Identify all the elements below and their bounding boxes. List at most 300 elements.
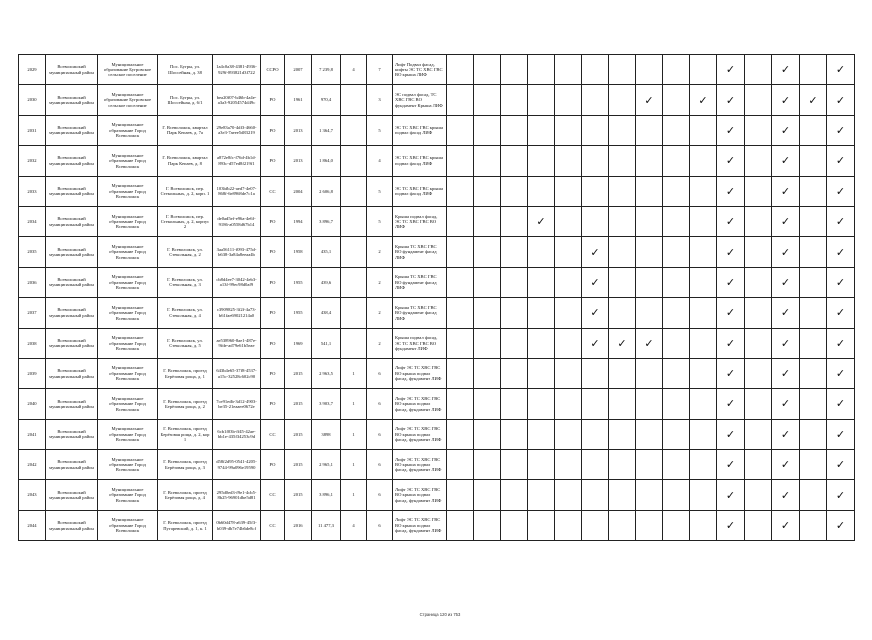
- checkmark-icon: ✓: [780, 184, 791, 198]
- table-row: [19, 389, 855, 419]
- municipal-district-cell: Всеволожский муниципальный район: [46, 206, 98, 236]
- works-list-cell: Лифт Подвал фасад, кифты ЭС ТС ХВС ГВС ВО крыша ЛИФ: [393, 55, 447, 85]
- work-flag-cell: [609, 55, 636, 85]
- work-flag-cell: [800, 480, 827, 510]
- build-year-cell: 2013: [285, 115, 312, 145]
- work-flag-cell: [800, 510, 827, 540]
- address-cell: Г. Всеволожск, проезд Пугаревский, д. 1, к. 1: [158, 510, 213, 540]
- checkmark-icon: ✓: [780, 275, 791, 289]
- works-list-cell: Лифт ЭС ТС ХВС ГВС ВО крыша подвал фасад, фундамент ЛИФ: [393, 450, 447, 480]
- work-flag-cell: [800, 85, 827, 115]
- work-flag-cell: [827, 176, 855, 206]
- checkmark-icon: ✓: [725, 458, 736, 472]
- work-flag-cell: [555, 55, 582, 85]
- total-area-cell: 438,4: [312, 298, 341, 328]
- work-flag-cell: [772, 85, 800, 115]
- works-list-cell: Крыша подвал фасад, ЭС ТС ХВС ГВС ВО фундамент ЛИФ: [393, 328, 447, 358]
- checkmark-icon: ✓: [780, 306, 791, 320]
- checkmark-icon: ✓: [617, 336, 627, 350]
- house-guid-cell: 7ce91edb-3d12-4903-be35-21eaaee0672e: [213, 389, 261, 419]
- management-type-cell: РО: [261, 206, 285, 236]
- work-flag-cell: [555, 115, 582, 145]
- total-area-cell: 435,1: [312, 237, 341, 267]
- checkmark-icon: ✓: [835, 123, 846, 137]
- municipal-district-cell: Всеволожский муниципальный район: [46, 267, 98, 297]
- work-flag-cell: [717, 146, 745, 176]
- management-type-cell: РО: [261, 115, 285, 145]
- total-area-cell: 970,4: [312, 85, 341, 115]
- checkmark-icon: ✓: [725, 154, 736, 168]
- work-flag-cell: [690, 85, 717, 115]
- row-number-cell: 2034: [19, 206, 46, 236]
- work-flag-cell: [474, 328, 501, 358]
- work-flag-cell: [827, 267, 855, 297]
- work-flag-cell: [528, 298, 555, 328]
- checkmark-icon: ✓: [835, 519, 846, 533]
- works-list-cell: Крыша ТС ХВС ГВС ВО фундамент фасад ЛИФ: [393, 267, 447, 297]
- address-cell: Г. Всеволожск, квартал Парк Кепаев, д. 8: [158, 146, 213, 176]
- work-flag-cell: [663, 237, 690, 267]
- works-list-cell: Лифт ЭС ТС ХВС ГВС ВО крыша подвал фасад, фундамент ЛИФ: [393, 389, 447, 419]
- work-flag-cell: [528, 85, 555, 115]
- checkmark-icon: ✓: [725, 215, 736, 229]
- table-row: [19, 419, 855, 449]
- checkmark-icon: ✓: [536, 215, 546, 229]
- checkmark-icon: ✓: [725, 93, 736, 107]
- checkmark-icon: ✓: [780, 458, 791, 472]
- municipal-district-cell: Всеволожский муниципальный район: [46, 237, 98, 267]
- works-list-cell: Лифт ЭС ТС ХВС ГВС ВО крыша подвал фасад, фундамент ЛИФ: [393, 510, 447, 540]
- address-cell: Г. Всеволожск, проезд Берёзовая роща, д. 4: [158, 480, 213, 510]
- work-flag-cell: [636, 85, 663, 115]
- house-guid-cell: 29e83a70-4df3-4660-a3e3-7aeee5d83219: [213, 115, 261, 145]
- checkmark-icon: ✓: [725, 427, 736, 441]
- work-flag-cell: [582, 115, 609, 145]
- work-flag-cell: [609, 328, 636, 358]
- checkmark-icon: ✓: [725, 123, 736, 137]
- row-number-cell: 2041: [19, 419, 46, 449]
- work-flag-cell: [745, 267, 772, 297]
- work-flag-cell: [800, 298, 827, 328]
- checkmark-icon: ✓: [725, 488, 736, 502]
- work-flag-cell: [528, 510, 555, 540]
- work-flag-cell: [772, 358, 800, 388]
- work-flag-cell: [636, 176, 663, 206]
- checkmark-icon: ✓: [835, 63, 846, 77]
- work-flag-cell: [745, 146, 772, 176]
- address-cell: Г. Всеволожск, пер. Стекольных, д. 2, корпус 2: [158, 206, 213, 236]
- work-flag-cell: [447, 267, 474, 297]
- row-number-cell: 2030: [19, 85, 46, 115]
- work-flag-cell: [690, 389, 717, 419]
- work-flag-cell: [447, 358, 474, 388]
- municipality-cell: Муниципальное образование Город Всеволожск: [98, 298, 158, 328]
- work-flag-cell: [827, 55, 855, 85]
- row-number-cell: 2037: [19, 298, 46, 328]
- checkmark-icon: ✓: [725, 275, 736, 289]
- row-number-cell: 2035: [19, 237, 46, 267]
- address-cell: Г. Всеволожск, квартал Парк Кепаев, д. 7а: [158, 115, 213, 145]
- work-flag-cell: [827, 298, 855, 328]
- checkmark-icon: ✓: [780, 367, 791, 381]
- work-flag-cell: [717, 480, 745, 510]
- work-flag-cell: [501, 450, 528, 480]
- work-flag-cell: [827, 510, 855, 540]
- work-flag-cell: [663, 206, 690, 236]
- municipal-district-cell: Всеволожский муниципальный район: [46, 450, 98, 480]
- work-flag-cell: [582, 328, 609, 358]
- table-row: [19, 298, 855, 328]
- work-flag-cell: [690, 358, 717, 388]
- checkmark-icon: ✓: [835, 397, 846, 411]
- row-number-cell: 2040: [19, 389, 46, 419]
- municipal-district-cell: Всеволожский муниципальный район: [46, 480, 98, 510]
- work-flag-cell: [501, 510, 528, 540]
- works-list-cell: Крыша ТС ХВС ГВС ВО фундамент фасад ЛИФ: [393, 298, 447, 328]
- work-flag-cell: [582, 389, 609, 419]
- work-flag-cell: [745, 389, 772, 419]
- entrances-cell: [341, 237, 367, 267]
- table-row: [19, 328, 855, 358]
- checkmark-icon: ✓: [835, 458, 846, 472]
- work-flag-cell: [474, 510, 501, 540]
- management-type-cell: СС: [261, 419, 285, 449]
- work-flag-cell: [827, 85, 855, 115]
- checkmark-icon: ✓: [725, 519, 736, 533]
- table-row: [19, 115, 855, 145]
- build-year-cell: 2016: [285, 510, 312, 540]
- work-flag-cell: [528, 176, 555, 206]
- build-year-cell: 1955: [285, 298, 312, 328]
- work-flag-cell: [690, 115, 717, 145]
- work-flag-cell: [528, 450, 555, 480]
- municipal-district-cell: Всеволожский муниципальный район: [46, 510, 98, 540]
- management-type-cell: ССРО: [261, 55, 285, 85]
- floors-cell: 5: [367, 176, 393, 206]
- checkmark-icon: ✓: [780, 519, 791, 533]
- work-flag-cell: [609, 237, 636, 267]
- work-flag-cell: [555, 146, 582, 176]
- entrances-cell: 4: [341, 55, 367, 85]
- checkmark-icon: ✓: [698, 93, 708, 107]
- municipality-cell: Муниципальное образование Город Всеволожск: [98, 328, 158, 358]
- work-flag-cell: [582, 298, 609, 328]
- entrances-cell: 1: [341, 419, 367, 449]
- work-flag-cell: [609, 85, 636, 115]
- house-guid-cell: c3909825-3f2f-4a73-b61fae69021214a0: [213, 298, 261, 328]
- work-flag-cell: [474, 146, 501, 176]
- work-flag-cell: [745, 176, 772, 206]
- work-flag-cell: [528, 206, 555, 236]
- table-row: [19, 358, 855, 388]
- work-flag-cell: [717, 328, 745, 358]
- works-list-cell: Крыша подвал фасад, ЭС ТС ХВС ГВС ВО ЛИФ: [393, 206, 447, 236]
- work-flag-cell: [636, 480, 663, 510]
- work-flag-cell: [772, 55, 800, 85]
- work-flag-cell: [636, 450, 663, 480]
- row-number-cell: 2033: [19, 176, 46, 206]
- work-flag-cell: [447, 237, 474, 267]
- total-area-cell: 541,1: [312, 328, 341, 358]
- house-guid-cell: a872e8fc-f76d-4b1d-893c-d57ed8f219f1: [213, 146, 261, 176]
- floors-cell: 6: [367, 480, 393, 510]
- work-flag-cell: [827, 450, 855, 480]
- work-flag-cell: [501, 389, 528, 419]
- municipal-district-cell: Всеволожский муниципальный район: [46, 298, 98, 328]
- total-area-cell: 3898: [312, 419, 341, 449]
- checkmark-icon: ✓: [590, 275, 600, 289]
- work-flag-cell: [772, 206, 800, 236]
- table-row: [19, 206, 855, 236]
- checkmark-icon: ✓: [725, 336, 736, 350]
- work-flag-cell: [772, 328, 800, 358]
- work-flag-cell: [501, 328, 528, 358]
- entrances-cell: [341, 328, 367, 358]
- work-flag-cell: [474, 267, 501, 297]
- work-flag-cell: [609, 176, 636, 206]
- checkmark-icon: ✓: [835, 336, 846, 350]
- municipal-district-cell: Всеволожский муниципальный район: [46, 419, 98, 449]
- work-flag-cell: [501, 480, 528, 510]
- work-flag-cell: [636, 206, 663, 236]
- work-flag-cell: [745, 115, 772, 145]
- work-flag-cell: [800, 146, 827, 176]
- work-flag-cell: [663, 115, 690, 145]
- table-row: [19, 267, 855, 297]
- entrances-cell: 1: [341, 450, 367, 480]
- table-row: [19, 176, 855, 206]
- row-number-cell: 2032: [19, 146, 46, 176]
- work-flag-cell: [582, 510, 609, 540]
- municipality-cell: Муниципальное образование Город Всеволожск: [98, 450, 158, 480]
- row-number-cell: 2042: [19, 450, 46, 480]
- work-flag-cell: [827, 146, 855, 176]
- work-flag-cell: [663, 85, 690, 115]
- total-area-cell: 3 903,7: [312, 389, 341, 419]
- work-flag-cell: [663, 358, 690, 388]
- work-flag-cell: [663, 298, 690, 328]
- work-flag-cell: [827, 419, 855, 449]
- work-flag-cell: [474, 176, 501, 206]
- checkmark-icon: ✓: [780, 123, 791, 137]
- work-flag-cell: [582, 206, 609, 236]
- work-flag-cell: [501, 55, 528, 85]
- work-flag-cell: [717, 419, 745, 449]
- work-flag-cell: [555, 85, 582, 115]
- table-row: [19, 237, 855, 267]
- municipality-cell: Муниципальное образование Город Всеволожск: [98, 176, 158, 206]
- checkmark-icon: ✓: [780, 154, 791, 168]
- work-flag-cell: [609, 510, 636, 540]
- checkmark-icon: ✓: [725, 397, 736, 411]
- work-flag-cell: [663, 55, 690, 85]
- municipality-cell: Муниципальное образование Город Всеволожск: [98, 267, 158, 297]
- work-flag-cell: [636, 328, 663, 358]
- work-flag-cell: [717, 206, 745, 236]
- work-flag-cell: [690, 510, 717, 540]
- build-year-cell: 2004: [285, 176, 312, 206]
- floors-cell: 6: [367, 419, 393, 449]
- work-flag-cell: [555, 298, 582, 328]
- work-flag-cell: [800, 55, 827, 85]
- checkmark-icon: ✓: [835, 367, 846, 381]
- work-flag-cell: [501, 115, 528, 145]
- management-type-cell: РО: [261, 328, 285, 358]
- work-flag-cell: [745, 450, 772, 480]
- work-flag-cell: [717, 176, 745, 206]
- address-cell: Пос. Бугры, ул. Шоссейная, д. 38: [158, 55, 213, 85]
- work-flag-cell: [690, 176, 717, 206]
- floors-cell: 2: [367, 328, 393, 358]
- work-flag-cell: [447, 450, 474, 480]
- work-flag-cell: [474, 237, 501, 267]
- work-flag-cell: [663, 450, 690, 480]
- register-table: [18, 54, 855, 541]
- work-flag-cell: [827, 115, 855, 145]
- total-area-cell: 2 963,5: [312, 358, 341, 388]
- municipal-district-cell: Всеволожский муниципальный район: [46, 328, 98, 358]
- floors-cell: 5: [367, 115, 393, 145]
- build-year-cell: 2015: [285, 419, 312, 449]
- work-flag-cell: [555, 419, 582, 449]
- work-flag-cell: [555, 176, 582, 206]
- floors-cell: 4: [367, 146, 393, 176]
- work-flag-cell: [528, 419, 555, 449]
- house-guid-cell: 6cb1f03b-ff45-42ae-bb1e-435f34253c9d: [213, 419, 261, 449]
- checkmark-icon: ✓: [835, 184, 846, 198]
- work-flag-cell: [745, 298, 772, 328]
- work-flag-cell: [528, 389, 555, 419]
- work-flag-cell: [717, 55, 745, 85]
- work-flag-cell: [528, 358, 555, 388]
- floors-cell: 3: [367, 85, 393, 115]
- work-flag-cell: [663, 480, 690, 510]
- address-cell: Г. Всеволожск, проезд Берёзовая роща, д. 2: [158, 389, 213, 419]
- checkmark-icon: ✓: [590, 245, 600, 259]
- work-flag-cell: [745, 85, 772, 115]
- checkmark-icon: ✓: [835, 245, 846, 259]
- address-cell: Г. Всеволожск, пер. Стекольных, д. 2, корп. 1: [158, 176, 213, 206]
- work-flag-cell: [827, 358, 855, 388]
- work-flag-cell: [609, 389, 636, 419]
- work-flag-cell: [474, 206, 501, 236]
- work-flag-cell: [745, 328, 772, 358]
- total-area-cell: 1 864,0: [312, 146, 341, 176]
- management-type-cell: СС: [261, 176, 285, 206]
- table-row: [19, 85, 855, 115]
- municipality-cell: Муниципальное образование Город Всеволожск: [98, 237, 158, 267]
- row-number-cell: 2039: [19, 358, 46, 388]
- work-flag-cell: [717, 510, 745, 540]
- work-flag-cell: [745, 55, 772, 85]
- checkmark-icon: ✓: [780, 336, 791, 350]
- house-guid-cell: bea20f07-b46b-4a4e-a3a3-92054574d49c: [213, 85, 261, 115]
- work-flag-cell: [447, 146, 474, 176]
- build-year-cell: 2007: [285, 55, 312, 85]
- floors-cell: 5: [367, 206, 393, 236]
- work-flag-cell: [800, 267, 827, 297]
- work-flag-cell: [772, 298, 800, 328]
- entrances-cell: [341, 298, 367, 328]
- floors-cell: 2: [367, 237, 393, 267]
- row-number-cell: 2031: [19, 115, 46, 145]
- checkmark-icon: ✓: [780, 397, 791, 411]
- municipal-district-cell: Всеволожский муниципальный район: [46, 55, 98, 85]
- table-row: [19, 146, 855, 176]
- entrances-cell: [341, 115, 367, 145]
- work-flag-cell: [447, 85, 474, 115]
- work-flag-cell: [609, 206, 636, 236]
- checkmark-icon: ✓: [835, 154, 846, 168]
- work-flag-cell: [609, 267, 636, 297]
- work-flag-cell: [827, 206, 855, 236]
- work-flag-cell: [447, 389, 474, 419]
- work-flag-cell: [501, 358, 528, 388]
- work-flag-cell: [717, 389, 745, 419]
- checkmark-icon: ✓: [780, 488, 791, 502]
- work-flag-cell: [501, 176, 528, 206]
- work-flag-cell: [690, 450, 717, 480]
- works-list-cell: ЭС подвал фасад, ТС ХВС ГВС ВО фундамент Крыша ЛИФ: [393, 85, 447, 115]
- management-type-cell: РО: [261, 267, 285, 297]
- house-guid-cell: cb8d4ee7-3042-4eb3-a13f-99ec98d0af9: [213, 267, 261, 297]
- work-flag-cell: [663, 510, 690, 540]
- work-flag-cell: [800, 419, 827, 449]
- entrances-cell: 4: [341, 510, 367, 540]
- work-flag-cell: [800, 389, 827, 419]
- work-flag-cell: [447, 176, 474, 206]
- works-list-cell: Лифт ЭС ТС ХВС ГВС ВО крыша подвал фасад, фундамент ЛИФ: [393, 358, 447, 388]
- work-flag-cell: [772, 267, 800, 297]
- floors-cell: 6: [367, 450, 393, 480]
- work-flag-cell: [474, 389, 501, 419]
- work-flag-cell: [636, 146, 663, 176]
- checkmark-icon: ✓: [780, 245, 791, 259]
- address-cell: Г. Всеволожск, проезд Берёзовая роща, д. 3: [158, 450, 213, 480]
- work-flag-cell: [827, 328, 855, 358]
- checkmark-icon: ✓: [835, 427, 846, 441]
- works-list-cell: ЭС ТС ХВС ГВС крыша подвал фасад ЛИФ: [393, 176, 447, 206]
- checkmark-icon: ✓: [725, 63, 736, 77]
- floors-cell: 2: [367, 267, 393, 297]
- work-flag-cell: [474, 358, 501, 388]
- work-flag-cell: [636, 298, 663, 328]
- work-flag-cell: [772, 480, 800, 510]
- municipality-cell: Муниципальное образование Город Всеволожск: [98, 358, 158, 388]
- row-number-cell: 2036: [19, 267, 46, 297]
- works-list-cell: ЭС ТС ХВС ГВС крыша подвал фасад ЛИФ: [393, 146, 447, 176]
- work-flag-cell: [501, 267, 528, 297]
- work-flag-cell: [582, 480, 609, 510]
- work-flag-cell: [609, 419, 636, 449]
- house-guid-cell: 1a4c0a38-4381-4936-929f-893821d3f722: [213, 55, 261, 85]
- works-list-cell: Крыша ТС ХВС ГВС ВО фундамент фасад ЛИФ: [393, 237, 447, 267]
- work-flag-cell: [447, 510, 474, 540]
- entrances-cell: 1: [341, 358, 367, 388]
- management-type-cell: РО: [261, 389, 285, 419]
- municipality-cell: Муниципальное образование Город Всеволожск: [98, 206, 158, 236]
- table-row: [19, 450, 855, 480]
- work-flag-cell: [800, 450, 827, 480]
- build-year-cell: 2015: [285, 480, 312, 510]
- work-flag-cell: [582, 176, 609, 206]
- work-flag-cell: [663, 419, 690, 449]
- management-type-cell: РО: [261, 85, 285, 115]
- work-flag-cell: [663, 328, 690, 358]
- work-flag-cell: [582, 55, 609, 85]
- municipality-cell: Муниципальное образование Бугровское сельское поселение: [98, 85, 158, 115]
- work-flag-cell: [663, 389, 690, 419]
